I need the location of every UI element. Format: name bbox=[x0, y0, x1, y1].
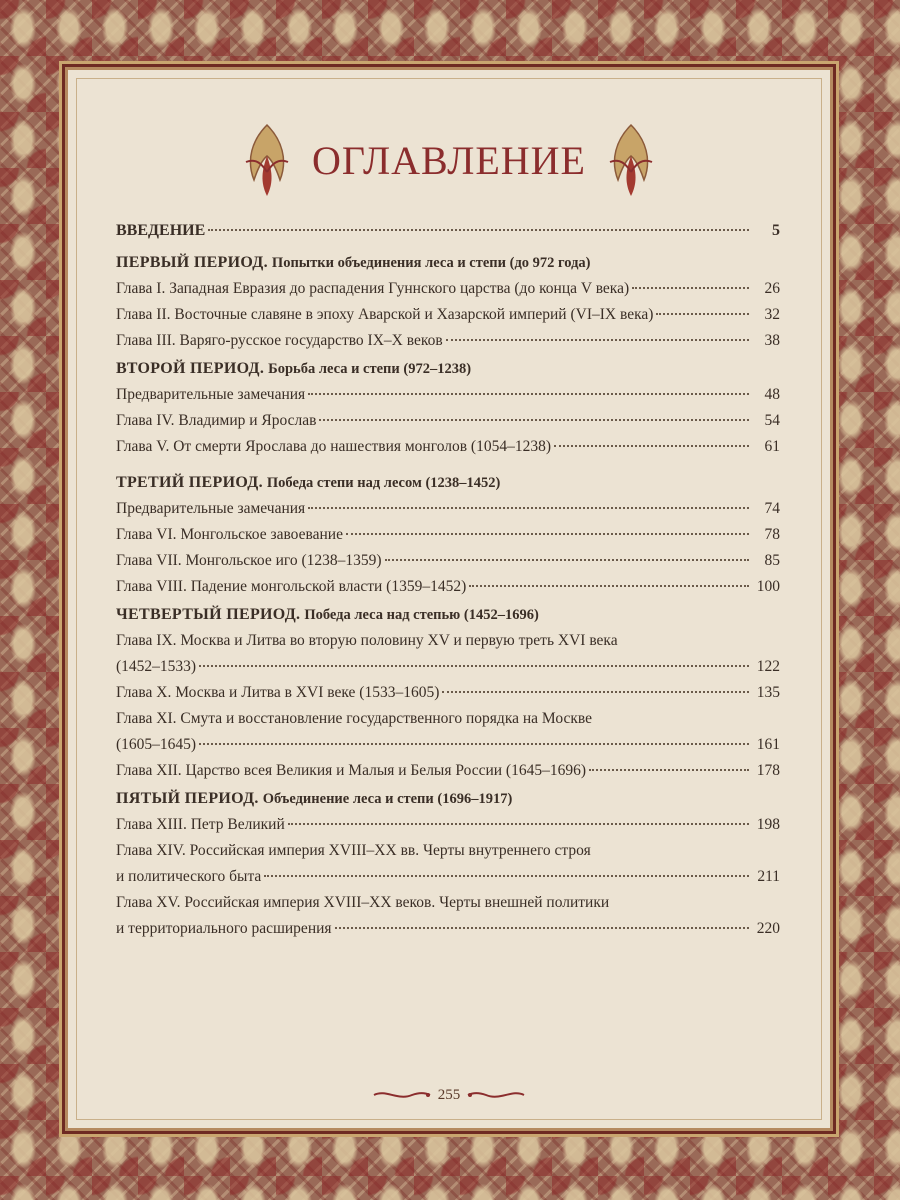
toc-entry bbox=[116, 276, 780, 302]
toc-entry-page: 48 bbox=[764, 386, 780, 403]
toc-entry-page: 38 bbox=[764, 332, 780, 349]
page-number: 255 bbox=[437, 1086, 461, 1103]
toc-entry-first-line: Глава XV. Российская империя XVIII–XX веков. Черты внешней политики bbox=[116, 894, 610, 911]
toc-entry-text: (1605–1645) bbox=[116, 736, 197, 753]
toc-entry-text: и территориального расширения bbox=[116, 920, 332, 937]
toc-entry-text: и политического быта bbox=[116, 868, 262, 885]
toc-entry bbox=[116, 302, 780, 328]
toc-entry bbox=[116, 548, 780, 574]
toc-entry-text: Глава VIII. Падение монгольской власти (1359–1452) bbox=[116, 578, 467, 595]
toc-entry-first-line: Глава IX. Москва и Литва во вторую половину XV и первую треть XVI века bbox=[116, 632, 618, 649]
period-heading bbox=[116, 786, 780, 812]
toc-intro-label: ВВЕДЕНИЕ bbox=[116, 222, 206, 239]
toc-intro bbox=[116, 218, 780, 244]
period-subtitle: Победа леса над степью (1452–1696) bbox=[304, 607, 539, 623]
period-name: ПЯТЫЙ ПЕРИОД. bbox=[116, 790, 259, 807]
toc-entry bbox=[116, 408, 780, 434]
toc-entry-page: 220 bbox=[756, 920, 780, 937]
toc-entry-page: 211 bbox=[757, 868, 780, 885]
leader-dots bbox=[469, 584, 749, 587]
toc-entry-page: 161 bbox=[756, 736, 780, 753]
toc-entry-text: Предварительные замечания bbox=[116, 386, 306, 403]
period-subtitle: Попытки объединения леса и степи (до 972 года) bbox=[271, 255, 591, 271]
toc-entry-text: Глава X. Москва и Литва в XVI веке (1533–1605) bbox=[116, 684, 440, 701]
toc-entry-text: (1452–1533) bbox=[116, 658, 197, 675]
toc-entry bbox=[116, 434, 780, 460]
toc-entry-text: Предварительные замечания bbox=[116, 500, 306, 517]
toc-entry-page: 78 bbox=[764, 526, 780, 543]
leader-dots bbox=[208, 228, 749, 231]
leader-dots bbox=[308, 392, 749, 395]
table-of-contents bbox=[116, 218, 780, 942]
period-subtitle: Борьба леса и степи (972–1238) bbox=[268, 361, 472, 377]
toc-entry bbox=[116, 758, 780, 784]
leader-dots bbox=[288, 822, 749, 825]
period-name: ЧЕТВЕРТЫЙ ПЕРИОД. bbox=[116, 606, 301, 623]
toc-entry-text: Глава XIII. Петр Великий bbox=[116, 816, 285, 833]
toc-entry-text: Глава III. Варяго-русское государство IX–X веков bbox=[116, 332, 443, 349]
leader-dots bbox=[442, 690, 749, 693]
toc-entry-text: Глава II. Восточные славяне в эпоху Аварской и Хазарской империй (VI–IX века) bbox=[116, 306, 654, 323]
toc-entry bbox=[116, 732, 780, 758]
toc-entry bbox=[116, 680, 780, 706]
toc-entry-page: 122 bbox=[756, 658, 780, 675]
toc-entry bbox=[116, 522, 780, 548]
leader-dots bbox=[335, 926, 749, 929]
leader-dots bbox=[446, 338, 749, 341]
toc-entry-first-line: Глава XIV. Российская империя XVIII–XX вв. Черты внутреннего строя bbox=[116, 842, 591, 859]
period-heading bbox=[116, 250, 780, 276]
toc-entry-page: 100 bbox=[756, 578, 780, 595]
toc-entry bbox=[116, 382, 780, 408]
period-heading bbox=[116, 470, 780, 496]
content-panel bbox=[68, 70, 830, 1128]
toc-intro-page: 5 bbox=[772, 222, 780, 239]
leader-dots bbox=[656, 312, 749, 315]
toc-entry-page: 32 bbox=[764, 306, 780, 323]
toc-entry-page: 135 bbox=[756, 684, 780, 701]
toc-entry-page: 178 bbox=[756, 762, 780, 779]
toc-entry-first-line: Глава XI. Смута и восстановление государственного порядка на Москве bbox=[116, 710, 592, 727]
leader-dots bbox=[589, 768, 749, 771]
swash-ornament-right-icon bbox=[466, 1087, 526, 1103]
period-heading bbox=[116, 356, 780, 382]
period-name: ВТОРОЙ ПЕРИОД. bbox=[116, 360, 265, 377]
title-row bbox=[68, 110, 830, 210]
fleur-ornament-right-icon bbox=[606, 120, 656, 200]
toc-entry-text: Глава XII. Царство всея Великия и Малыя и Белыя России (1645–1696) bbox=[116, 762, 587, 779]
toc-entry-page: 85 bbox=[764, 552, 780, 569]
period-subtitle: Победа степи над лесом (1238–1452) bbox=[266, 475, 501, 491]
toc-entry-page: 61 bbox=[764, 438, 780, 455]
leader-dots bbox=[385, 558, 749, 561]
swash-ornament-left-icon bbox=[372, 1087, 432, 1103]
toc-entry-text: Глава I. Западная Евразия до распадения Гуннского царства (до конца V века) bbox=[116, 280, 630, 297]
toc-entry bbox=[116, 864, 780, 890]
leader-dots bbox=[346, 532, 749, 535]
page-title: ОГЛАВЛЕНИЕ bbox=[312, 137, 586, 183]
leader-dots bbox=[319, 418, 749, 421]
toc-entry bbox=[116, 574, 780, 600]
leader-dots bbox=[308, 506, 749, 509]
toc-entry bbox=[116, 812, 780, 838]
toc-entry-page: 54 bbox=[764, 412, 780, 429]
period-subtitle: Объединение леса и степи (1696–1917) bbox=[262, 791, 513, 807]
leader-dots bbox=[264, 874, 749, 877]
toc-entry-text: Глава VI. Монгольское завоевание bbox=[116, 526, 343, 543]
leader-dots bbox=[554, 444, 749, 447]
fleur-ornament-left-icon bbox=[242, 120, 292, 200]
toc-entry-text: Глава VII. Монгольское иго (1238–1359) bbox=[116, 552, 382, 569]
toc-entry bbox=[116, 496, 780, 522]
period-heading bbox=[116, 602, 780, 628]
leader-dots bbox=[632, 286, 749, 289]
toc-entry-page: 26 bbox=[764, 280, 780, 297]
leader-dots bbox=[199, 664, 749, 667]
toc-entry-text: Глава V. От смерти Ярослава до нашествия монголов (1054–1238) bbox=[116, 438, 551, 455]
toc-entry bbox=[116, 654, 780, 680]
toc-entry bbox=[116, 328, 780, 354]
toc-entry-page: 74 bbox=[764, 500, 780, 517]
toc-entry-text: Глава IV. Владимир и Ярослав bbox=[116, 412, 317, 429]
toc-entry bbox=[116, 916, 780, 942]
leader-dots bbox=[199, 742, 749, 745]
toc-entry-page: 198 bbox=[756, 816, 780, 833]
period-name: ТРЕТИЙ ПЕРИОД. bbox=[116, 474, 263, 491]
page-footer bbox=[68, 1080, 830, 1110]
period-name: ПЕРВЫЙ ПЕРИОД. bbox=[116, 254, 268, 271]
